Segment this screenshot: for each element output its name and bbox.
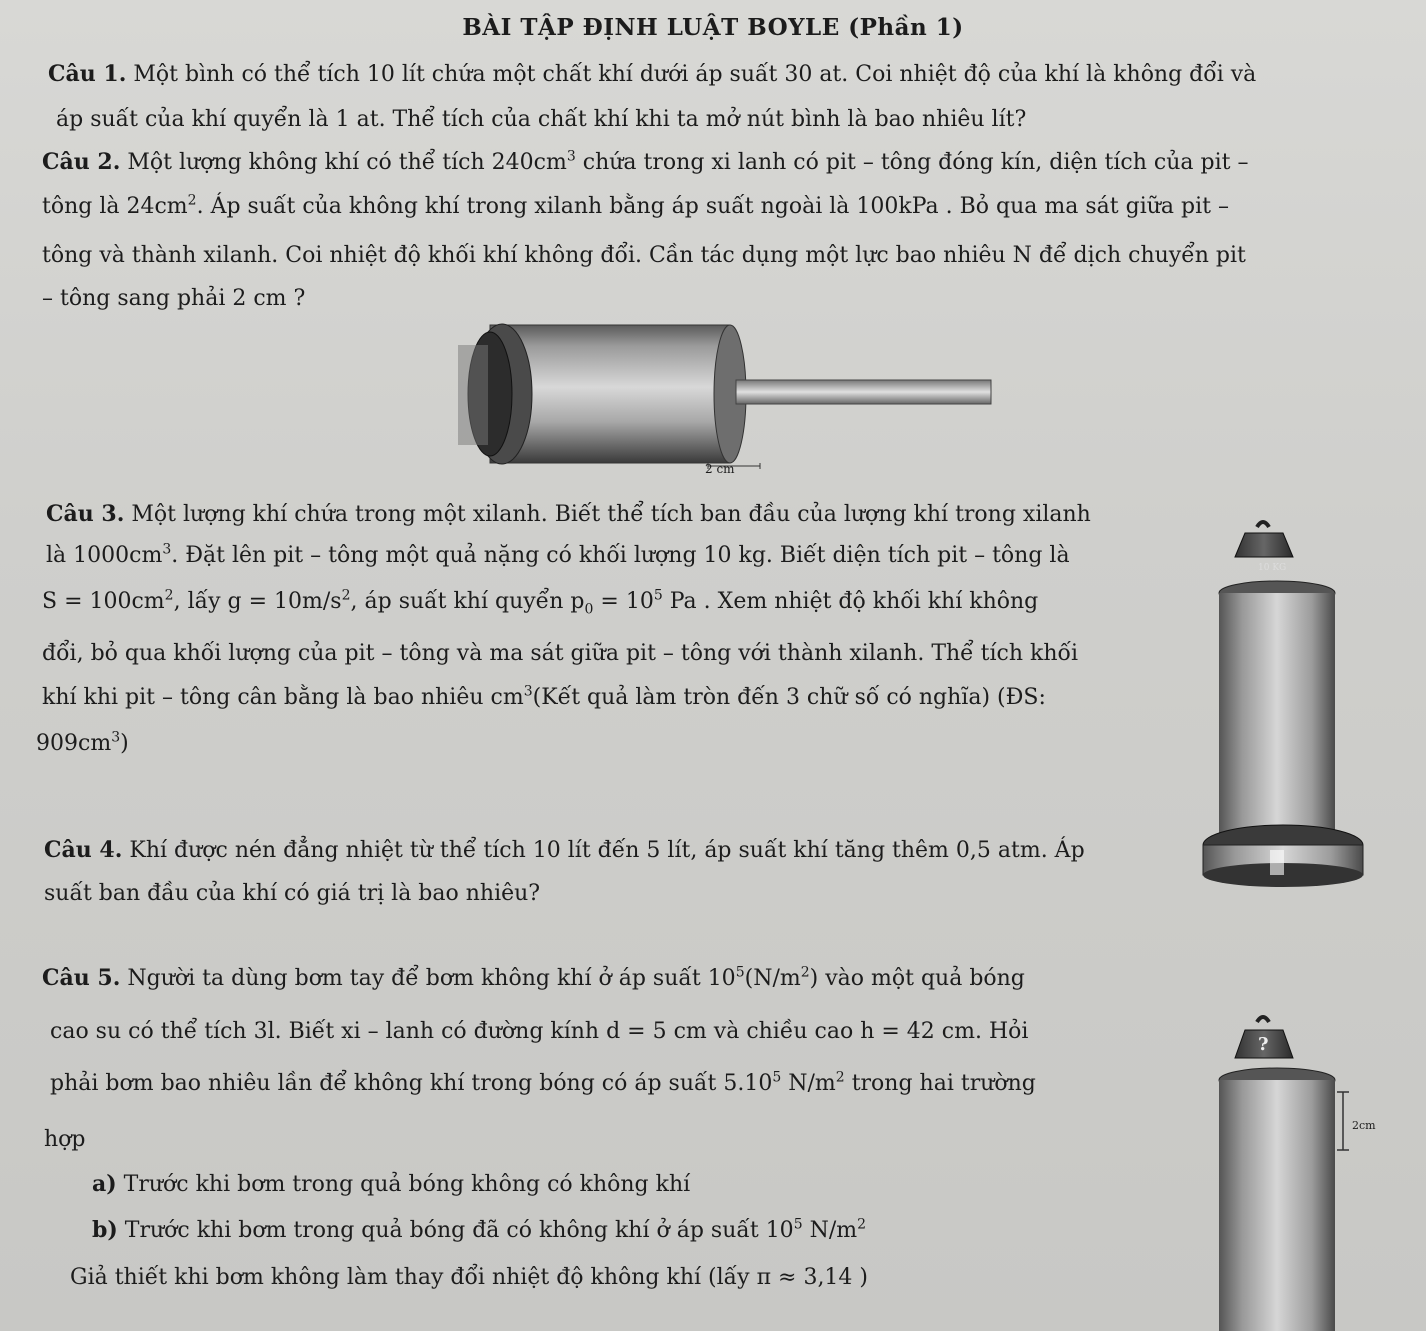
q3-pressure-exp: 5	[653, 587, 663, 604]
q5-note-end: )	[852, 1265, 869, 1290]
q2-volume-exp: 3	[566, 148, 576, 165]
q5-b-exp: 5	[793, 1216, 803, 1233]
q5-text-2e: . Hỏi	[974, 1019, 1029, 1044]
q4-label: Câu 4.	[44, 837, 123, 863]
q2-line1	[42, 148, 1248, 177]
q3-label: Câu 3.	[46, 501, 125, 527]
q5-note-text: Giả thiết khi bơm không làm thay đổi nhiệt độ không khí (lấy	[70, 1265, 757, 1290]
q5-text-3f: trong hai trường	[844, 1071, 1036, 1096]
q3-pressure-symbol: p	[570, 589, 585, 614]
q5-line2	[50, 1018, 1028, 1046]
q2-line3: tông và thành xilanh. Coi nhiệt độ khối khí không đổi. Cần tác dụng một lực bao nhiêu N để dịch chuyển pit	[42, 243, 1246, 268]
q3-text-6b: )	[120, 731, 129, 756]
q3-pressure-value: = 10	[593, 589, 654, 614]
q5-line1	[42, 964, 1025, 993]
q2-text-1a: Một lượng không khí có thể tích	[120, 150, 492, 175]
q3-unit: cm	[490, 685, 524, 710]
q3-answer: 909cm	[36, 731, 112, 756]
q3-area: S = 100cm	[42, 589, 165, 614]
q3-text-2c: . Đặt lên pit – tông một quả nặng có khối lượng 10 kg. Biết diện tích pit – tông là	[171, 543, 1070, 568]
q1-text-1: Một bình có thể tích 10 lít chứa một chất khí dưới áp suất 30 at. Coi nhiệt độ của khí là không đổi và	[126, 62, 1257, 87]
q5-text-2a: cao su có thể tích 3l. Biết xi – lanh có đường kính	[50, 1019, 607, 1044]
q5-text-1a: Người ta dùng bơm tay để bơm không khí ở áp suất	[120, 966, 708, 991]
q3-answer-exp: 3	[111, 729, 121, 746]
q5-text-1f: )	[809, 966, 819, 991]
q5-part-a	[92, 1170, 690, 1199]
q4-text-1: Khí được nén đẳng nhiệt từ thể tích 10 lít đến 5 lít, áp suất khí tăng thêm 0,5 atm. Áp	[122, 838, 1085, 863]
q3-pressure-sub: 0	[584, 601, 594, 618]
q3-line5	[42, 684, 1046, 712]
q3-line1	[46, 500, 1091, 529]
q5-a-label: a)	[92, 1171, 117, 1197]
q5-b-unit-exp: 2	[857, 1216, 867, 1233]
q3-volume: 1000cm	[73, 543, 163, 568]
q3-text-2a: là	[46, 543, 74, 568]
q3-text-3b: , lấy	[173, 589, 228, 614]
q1-line2: áp suất của khí quyển là 1 at. Thể tích của chất khí khi ta mở nút bình là bao nhiêu lít?	[56, 107, 1027, 132]
q3-text-5a: khí khi pit – tông cân bằng là bao nhiêu	[42, 685, 491, 710]
cylinder-figure-horizontal	[450, 315, 1000, 485]
q3-text-3d: , áp suất khí quyển	[350, 589, 571, 614]
question-mark-label: ?	[1258, 1034, 1269, 1055]
q5-diameter: d = 5 cm	[606, 1019, 707, 1044]
q5-b-label: b)	[92, 1217, 118, 1243]
q2-area-exp: 2	[187, 192, 197, 209]
q5-text-3a: phải bơm bao nhiêu lần để không khí trong bóng có áp suất	[50, 1071, 724, 1096]
q5-target-base: 5.10	[723, 1071, 773, 1096]
q5-line3	[50, 1070, 1036, 1098]
q3-line4: đổi, bỏ qua khối lượng của pit – tông và ma sát giữa pit – tông với thành xilanh. Thể tích khối	[42, 641, 1079, 666]
q2-label: Câu 2.	[42, 149, 121, 175]
q5-note	[70, 1264, 868, 1292]
q5-pressure-unit-exp: 2	[800, 964, 810, 981]
q5-part-b	[92, 1216, 866, 1245]
q5-line4: hợp	[44, 1127, 86, 1152]
weight-label: 10 KG	[1258, 563, 1287, 573]
q3-gravity: g = 10m/s	[227, 589, 342, 614]
q3-line6	[36, 730, 129, 758]
q2-text-1c: chứa trong xi lanh có pit – tông đóng kín, diện tích của pit –	[575, 150, 1249, 175]
q5-pressure-exp: 5	[735, 964, 745, 981]
q5-b-text: Trước khi bơm trong quả bóng đã có không khí ở áp suất	[117, 1218, 766, 1243]
q5-note-pi: π ≈ 3,14	[756, 1265, 853, 1290]
q3-volume-exp: 3	[162, 541, 172, 558]
q2-text-2a: tông là	[42, 194, 127, 219]
q2-area: 24cm	[126, 194, 188, 219]
q5-target-unit-exp: 2	[835, 1069, 845, 1086]
q5-a-text: Trước khi bơm trong quả bóng không có không khí	[116, 1172, 691, 1197]
q3-text-1: Một lượng khí chứa trong một xilanh. Biết thể tích ban đầu của lượng khí trong xilanh	[124, 502, 1091, 527]
q5-pressure-unit: (N/m	[744, 966, 801, 991]
q3-line3	[42, 588, 1038, 616]
q5-target-exp: 5	[772, 1069, 782, 1086]
q5-height: h = 42 cm	[860, 1019, 975, 1044]
cylinder-figure-question	[1195, 1000, 1426, 1331]
q5-b-unit: N/m	[802, 1218, 858, 1243]
q2-figure-label: 2 cm	[705, 462, 735, 476]
page-title: BÀI TẬP ĐỊNH LUẬT BOYLE (Phần 1)	[462, 14, 964, 41]
q5-text-2c: và chiều cao	[706, 1019, 861, 1044]
q2-line2	[42, 193, 1229, 221]
q1-label: Câu 1.	[48, 61, 127, 87]
q3-gravity-exp: 2	[341, 587, 351, 604]
q3-text-5c: (Kết quả làm tròn đến 3 chữ số có nghĩa) (ĐS:	[532, 685, 1046, 710]
q3-area-exp: 2	[164, 587, 174, 604]
q5-label: Câu 5.	[42, 965, 121, 991]
q2-volume: 240cm	[491, 150, 567, 175]
q3-text-3i: Pa . Xem nhiệt độ khối khí không	[662, 589, 1039, 614]
q3-unit-exp: 3	[523, 683, 533, 700]
q2-text-2c: . Áp suất của không khí trong xilanh bằng áp suất ngoài là 100kPa . Bỏ qua ma sát giữa pit –	[196, 194, 1229, 219]
q5-pressure-base: 10	[707, 966, 736, 991]
q5-b-value: 10	[765, 1218, 794, 1243]
q5-figure-label: 2cm	[1352, 1119, 1376, 1132]
q3-line2	[46, 542, 1070, 570]
q1-line1	[48, 60, 1256, 89]
q4-line2: suất ban đầu của khí có giá trị là bao nhiêu?	[44, 881, 541, 906]
q5-text-1g: vào một quả bóng	[818, 966, 1025, 991]
q4-line1	[44, 836, 1085, 865]
q5-target-unit: N/m	[781, 1071, 836, 1096]
q2-line4: – tông sang phải 2 cm ?	[42, 286, 306, 311]
